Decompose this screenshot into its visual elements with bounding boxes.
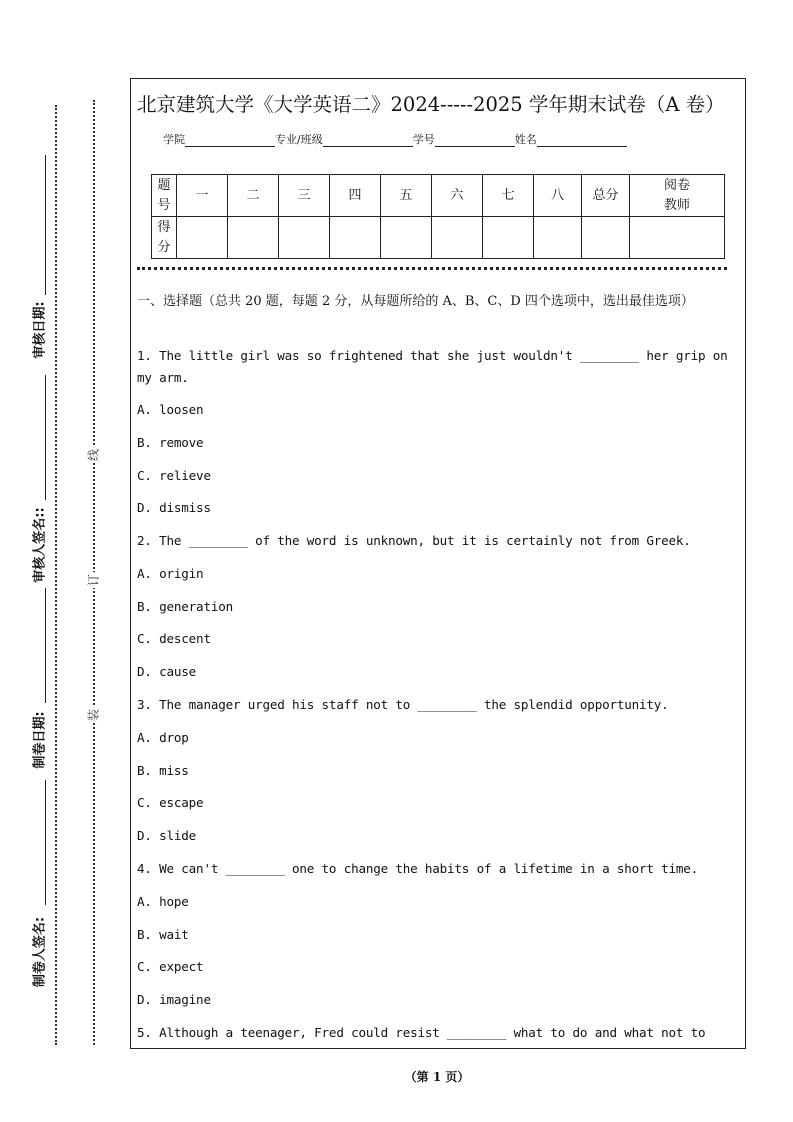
col-header: 五 <box>381 175 432 217</box>
reviewer-signature-label: 审核人签名:: <box>32 507 48 583</box>
option: B. miss <box>137 763 189 778</box>
col-header: 四 <box>330 175 381 217</box>
major-class-field[interactable] <box>323 134 413 147</box>
score-table <box>151 174 725 259</box>
option: C. expect <box>137 959 204 974</box>
binding-mark-line: 线 <box>86 448 101 462</box>
option: A. hope <box>137 894 189 909</box>
signature-line <box>45 375 46 500</box>
question-stem: 1. The little girl was so frightened that she just wouldn't ________ her grip on my arm. <box>137 348 735 385</box>
col-header: 一 <box>177 175 228 217</box>
option: D. slide <box>137 828 197 843</box>
margin-dotted-line <box>55 105 57 1045</box>
student-id-field[interactable] <box>435 134 515 147</box>
score-cell <box>630 217 725 259</box>
col-header: 总分 <box>582 175 630 217</box>
student-id-label: 学号 <box>412 133 435 146</box>
question-stem: 2. The ________ of the word is unknown, but it is certainly not from Greek. <box>137 533 691 548</box>
col-header: 八 <box>534 175 582 217</box>
option: C. relieve <box>137 468 211 483</box>
college-label: 学院 <box>163 133 185 146</box>
option: D. cause <box>137 664 197 679</box>
compiler-signature-label: 制卷人签名: <box>32 916 48 988</box>
signature-line <box>45 155 46 295</box>
table-row <box>152 217 725 259</box>
score-cell <box>534 217 582 259</box>
score-cell <box>177 217 228 259</box>
section-heading: 一、选择题（总共 20 题，每题 2 分，从每题所给的 A、B、C、D 四个选项中，选出最佳选项） <box>137 294 694 309</box>
option: A. origin <box>137 566 204 581</box>
binding-mark-staple: 订 <box>86 573 101 587</box>
option: A. drop <box>137 730 189 745</box>
dotted-separator <box>137 267 727 270</box>
col-header: 六 <box>432 175 483 217</box>
score-cell <box>432 217 483 259</box>
option: C. escape <box>137 795 204 810</box>
question-number-header: 题号 <box>152 175 177 217</box>
table-row <box>152 175 725 217</box>
question-stem: 5. Although a teenager, Fred could resist ________ what to do and what not to <box>137 1025 706 1040</box>
col-header: 阅卷教师 <box>630 175 725 217</box>
score-cell <box>279 217 330 259</box>
student-info <box>163 131 627 147</box>
col-header: 二 <box>228 175 279 217</box>
exam-content-box <box>130 78 746 1049</box>
college-field[interactable] <box>185 134 275 147</box>
score-cell <box>381 217 432 259</box>
option: D. dismiss <box>137 500 211 515</box>
option: B. remove <box>137 435 204 450</box>
binding-mark-bind: 装 <box>86 708 101 722</box>
question-stem: 3. The manager urged his staff not to ________ the splendid opportunity. <box>137 697 669 712</box>
signature-line <box>45 780 46 905</box>
option: B. generation <box>137 599 233 614</box>
review-date-label: 审核日期: <box>32 301 48 359</box>
col-header: 三 <box>279 175 330 217</box>
signature-line <box>45 588 46 703</box>
option: D. imagine <box>137 992 211 1007</box>
option: C. descent <box>137 631 211 646</box>
score-row-header: 得分 <box>152 217 177 259</box>
option: A. loosen <box>137 402 204 417</box>
col-header: 七 <box>483 175 534 217</box>
score-cell <box>330 217 381 259</box>
score-cell <box>582 217 630 259</box>
name-field[interactable] <box>537 134 627 147</box>
exam-title: 北京建筑大学《大学英语二》2024-----2025 学年期末试卷（A 卷） <box>137 93 725 116</box>
question-stem: 4. We can't ________ one to change the habits of a lifetime in a short time. <box>137 861 699 876</box>
option: B. wait <box>137 927 189 942</box>
major-class-label: 专业/班级 <box>275 133 323 146</box>
page-number: （第 1 页） <box>404 1070 470 1084</box>
compile-date-label: 制卷日期: <box>32 711 48 769</box>
score-cell <box>483 217 534 259</box>
score-cell <box>228 217 279 259</box>
name-label: 姓名 <box>514 133 537 146</box>
